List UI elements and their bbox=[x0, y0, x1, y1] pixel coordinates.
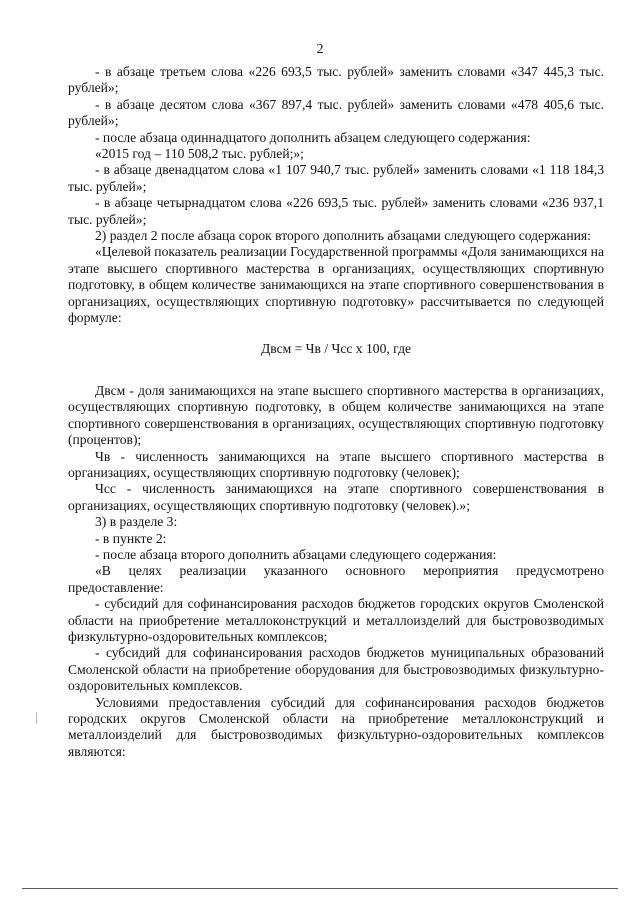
amendment-paragraph-14: - в абзаце четырнадцатом слова «226 693,5 тыс. рублей» заменить словами «236 937,1 тыс. рублей»; bbox=[68, 195, 604, 227]
subsidy-metal-structures: - субсидий для софинансирования расходов бюджетов городских округов Смоленской области на приобретение металлоконструкций и металлоизделий для быстровозводимых физкультурно-оздоровительных комплексов; bbox=[68, 596, 604, 644]
target-indicator-text: «Целевой показатель реализации Государственной программы «Доля занимающихся на этапе высшего спортивного мастерства в организациях, осуществляющих спортивную подготовку, в общем количестве занимающихся на этапе спортивного совершенствования в организациях, осуществляющих спортивную подготовку» рассчитывается по следующей формуле: bbox=[68, 244, 604, 326]
subsidy-conditions: Условиями предоставления субсидий для софинансирования расходов бюджетов городских округов Смоленской области на приобретение металлоконструкций и металлоизделий для быстровозводимых физкультурно-оздоровительных комплексов являются: bbox=[68, 694, 604, 759]
amendment-paragraph-11-quote: «2015 год – 110 508,2 тыс. рублей;»; bbox=[95, 146, 304, 162]
definition-chv: Чв - численность занимающихся на этапе высшего спортивного мастерства в организациях, осуществляющих спортивную подготовку (человек); bbox=[68, 448, 604, 480]
footer-rule bbox=[22, 888, 618, 889]
section-3-heading: 3) в разделе 3: bbox=[95, 514, 178, 530]
amendment-paragraph-12: - в абзаце двенадцатом слова «1 107 940,7 тыс. рублей» заменить словами «1 118 184,3 тыс. рублей»; bbox=[68, 162, 604, 194]
amendment-paragraph-10: - в абзаце десятом слова «367 897,4 тыс. рублей» заменить словами «478 405,6 тыс. рублей»; bbox=[68, 96, 604, 129]
definition-dvsm: Двсм - доля занимающихся на этапе высшего спортивного мастерства в организациях, осуществляющих спортивную подготовку, в общем количестве занимающихся на этапе спортивного совершенствования в организациях, осуществляющих спортивную подготовку (процентов); bbox=[68, 382, 604, 448]
section-3-purpose: «В целях реализации указанного основного мероприятия предусмотрено предоставление: bbox=[68, 563, 604, 595]
definition-chss: Чсс - численность занимающихся на этапе спортивного совершенствования в организациях, осуществляющих спортивную подготовку (человек).»; bbox=[68, 481, 604, 513]
scan-margin-mark bbox=[36, 712, 37, 724]
subsidy-equipment: - субсидий для софинансирования расходов бюджетов муниципальных образований Смоленской области на приобретение оборудования для быстровозводимых физкультурно-оздоровительных комплексов. bbox=[68, 645, 604, 694]
section-3-item-2: - в пункте 2: bbox=[95, 530, 167, 546]
section-3-addition-intro: - после абзаца второго дополнить абзацами следующего содержания: bbox=[95, 546, 497, 562]
page-number: 2 bbox=[316, 42, 324, 57]
amendment-paragraph-11-intro: - после абзаца одиннадцатого дополнить абзацем следующего содержания: bbox=[95, 129, 531, 145]
amendment-paragraph-3: - в абзаце третьем слова «226 693,5 тыс. рублей» заменить словами «347 445,3 тыс. рублей»; bbox=[68, 64, 604, 96]
formula: Двсм = Чв / Чсс х 100, где bbox=[260, 340, 412, 356]
document-body bbox=[68, 64, 604, 760]
section-2-amendment: 2) раздел 2 после абзаца сорок второго дополнить абзацами следующего содержания: bbox=[95, 228, 591, 244]
